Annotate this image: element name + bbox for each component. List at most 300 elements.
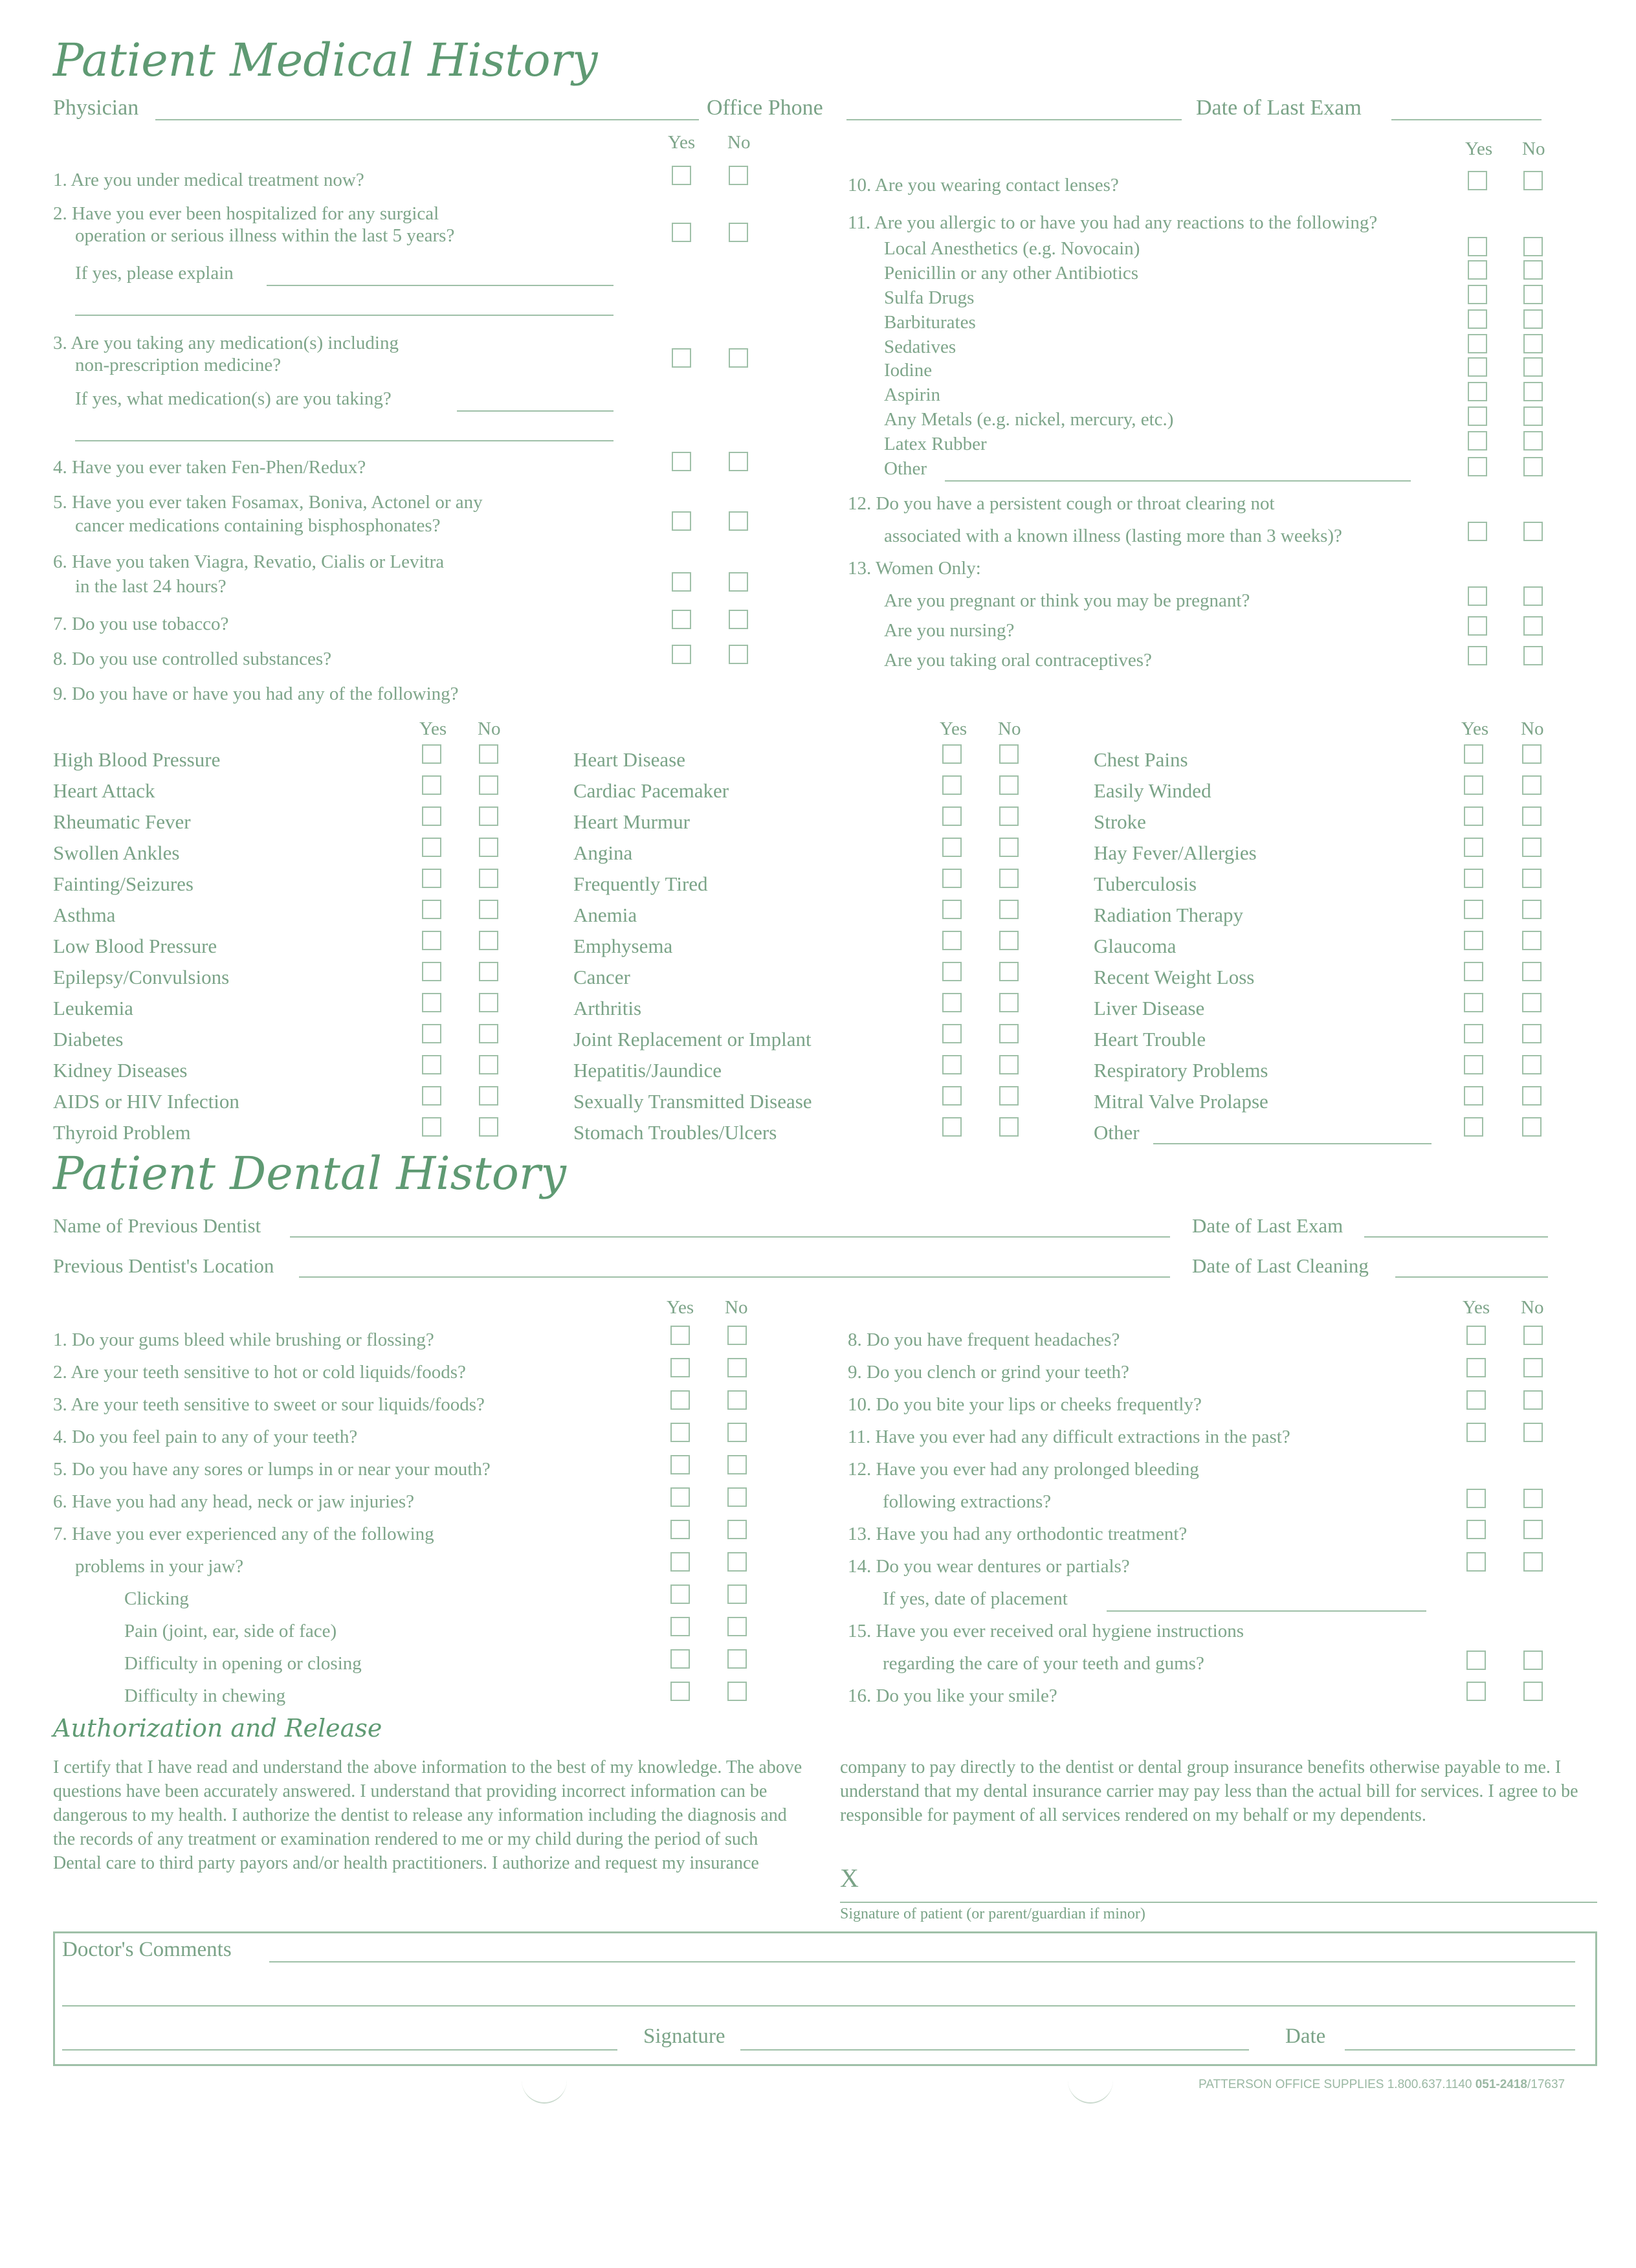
- no-checkbox[interactable]: [1523, 646, 1543, 665]
- yes-checkbox[interactable]: [942, 775, 962, 795]
- prev-location-field[interactable]: [299, 1276, 1170, 1278]
- yes-checkbox[interactable]: [670, 1358, 690, 1377]
- yes-checkbox[interactable]: [1466, 1520, 1486, 1539]
- doctor-date-label: Date: [1285, 2025, 1326, 2048]
- yes-checkbox[interactable]: [672, 610, 691, 629]
- no-checkbox[interactable]: [729, 511, 748, 531]
- yes-checkbox[interactable]: [1468, 586, 1487, 606]
- condition-label: Heart Attack: [53, 779, 155, 802]
- yes-header: Yes: [668, 132, 696, 153]
- yes-checkbox[interactable]: [1464, 869, 1483, 888]
- condition-label: Thyroid Problem: [53, 1121, 191, 1144]
- condition-label: Arthritis: [573, 997, 642, 1019]
- no-checkbox[interactable]: [1523, 260, 1543, 280]
- no-checkbox[interactable]: [999, 869, 1019, 888]
- no-checkbox[interactable]: [729, 645, 748, 664]
- dental-question: 11. Have you ever had any difficult extractions in the past?: [848, 1427, 1290, 1447]
- punch-hole: [1068, 2057, 1113, 2104]
- no-checkbox[interactable]: [479, 775, 498, 795]
- yes-checkbox[interactable]: [672, 511, 691, 531]
- yes-checkbox[interactable]: [672, 223, 691, 242]
- yes-checkbox[interactable]: [422, 806, 441, 826]
- no-checkbox[interactable]: [1523, 237, 1543, 256]
- no-checkbox[interactable]: [1523, 1682, 1543, 1701]
- allergy-item: Aspirin: [884, 384, 940, 405]
- medical-question: 4. Have you ever taken Fen-Phen/Redux?: [53, 457, 366, 478]
- yes-checkbox[interactable]: [1464, 1024, 1483, 1043]
- yes-checkbox[interactable]: [670, 1552, 690, 1572]
- jaw-problem: Difficulty in opening or closing: [124, 1653, 362, 1674]
- authorization-text-left: I certify that I have read and understand the above information to the best of my knowledge. The above questions have been accurately answered. I understand that providing incorrect information can be dangerous to my health. I authorize the dentist to release any information including the diagnosis and the records of any treatment or examination rendered to me or my child during the period of such Dental care to third party payors and/or health practitioners. I authorize and request my insurance: [53, 1757, 802, 1873]
- yes-checkbox[interactable]: [670, 1423, 690, 1442]
- yes-checkbox[interactable]: [942, 869, 962, 888]
- footer-text: [1199, 2078, 1565, 2092]
- yes-checkbox[interactable]: [1468, 382, 1487, 401]
- condition-label: Mitral Valve Prolapse: [1094, 1090, 1268, 1113]
- no-checkbox[interactable]: [727, 1649, 747, 1669]
- doctor-comments-line-2[interactable]: [62, 2005, 1575, 2007]
- condition-other-label: Other: [1094, 1121, 1140, 1144]
- condition-label: Cancer: [573, 966, 630, 988]
- dental-question: 3. Are your teeth sensitive to sweet or sour liquids/foods?: [53, 1394, 485, 1415]
- medical-question: associated with a known illness (lasting more than 3 weeks)?: [884, 526, 1342, 546]
- no-checkbox[interactable]: [1522, 962, 1542, 981]
- medical-question: 10. Are you wearing contact lenses?: [848, 175, 1119, 195]
- yes-checkbox[interactable]: [670, 1584, 690, 1604]
- no-checkbox[interactable]: [999, 1117, 1019, 1137]
- no-checkbox[interactable]: [727, 1487, 747, 1507]
- no-checkbox[interactable]: [729, 572, 748, 592]
- yes-checkbox[interactable]: [670, 1520, 690, 1539]
- yes-checkbox[interactable]: [1464, 806, 1483, 826]
- no-checkbox[interactable]: [1523, 1326, 1543, 1345]
- yes-checkbox[interactable]: [422, 775, 441, 795]
- medical-question: 8. Do you use controlled substances?: [53, 649, 332, 669]
- yes-header: Yes: [1465, 139, 1493, 159]
- yes-checkbox[interactable]: [942, 838, 962, 857]
- condition-label: Joint Replacement or Implant: [573, 1028, 812, 1051]
- no-checkbox[interactable]: [727, 1617, 747, 1636]
- allergy-item: Barbiturates: [884, 312, 976, 333]
- doctor-date-field[interactable]: [1345, 2049, 1575, 2051]
- yes-checkbox[interactable]: [422, 1055, 441, 1074]
- no-checkbox[interactable]: [999, 744, 1019, 764]
- no-checkbox[interactable]: [1523, 357, 1543, 377]
- dental-question: following extractions?: [883, 1491, 1052, 1512]
- condition-label: Fainting/Seizures: [53, 873, 193, 895]
- yes-checkbox[interactable]: [1468, 457, 1487, 476]
- no-checkbox[interactable]: [1523, 522, 1543, 541]
- yes-checkbox[interactable]: [670, 1487, 690, 1507]
- no-checkbox[interactable]: [727, 1390, 747, 1410]
- condition-label: Kidney Diseases: [53, 1059, 188, 1082]
- condition-other-field[interactable]: [1153, 1143, 1432, 1144]
- no-checkbox[interactable]: [999, 775, 1019, 795]
- no-checkbox[interactable]: [1523, 1552, 1543, 1572]
- no-checkbox[interactable]: [479, 1117, 498, 1137]
- condition-label: Stroke: [1094, 810, 1146, 833]
- dental-question: 13. Have you had any orthodontic treatment?: [848, 1524, 1188, 1544]
- office-phone-label: Office Phone: [707, 96, 823, 120]
- yes-checkbox[interactable]: [422, 900, 441, 919]
- no-checkbox[interactable]: [999, 838, 1019, 857]
- condition-label: Liver Disease: [1094, 997, 1205, 1019]
- no-checkbox[interactable]: [729, 223, 748, 242]
- yes-checkbox[interactable]: [1464, 744, 1483, 764]
- no-checkbox[interactable]: [1523, 285, 1543, 304]
- authorization-text-right: company to pay directly to the dentist or dental group insurance benefits otherwise payable to me. I understand that my dental insurance carrier may pay less than the actual bill for services. I agree to be responsible for payment of all services rendered on my behalf or my dependents.: [840, 1757, 1578, 1825]
- dental-last-exam-field[interactable]: [1364, 1236, 1548, 1238]
- condition-label: Heart Trouble: [1094, 1028, 1206, 1051]
- no-checkbox[interactable]: [479, 962, 498, 981]
- yes-checkbox[interactable]: [422, 869, 441, 888]
- dental-question: 9. Do you clench or grind your teeth?: [848, 1362, 1129, 1383]
- yes-checkbox[interactable]: [422, 1086, 441, 1106]
- dental-question: problems in your jaw?: [75, 1556, 244, 1577]
- jaw-problem: Clicking: [124, 1588, 189, 1609]
- no-checkbox[interactable]: [999, 1055, 1019, 1074]
- yes-checkbox[interactable]: [942, 744, 962, 764]
- condition-label: Cardiac Pacemaker: [573, 779, 729, 802]
- no-checkbox[interactable]: [1522, 993, 1542, 1012]
- no-checkbox[interactable]: [1522, 1024, 1542, 1043]
- yes-header: Yes: [667, 1297, 694, 1318]
- condition-label: Leukemia: [53, 997, 133, 1019]
- no-checkbox[interactable]: [1523, 1651, 1543, 1670]
- no-header: No: [1521, 1297, 1544, 1318]
- medication-label: If yes, what medication(s) are you taking?: [75, 388, 392, 409]
- dental-question: 1. Do your gums bleed while brushing or flossing?: [53, 1329, 434, 1350]
- yes-checkbox[interactable]: [670, 1649, 690, 1669]
- condition-label: Respiratory Problems: [1094, 1059, 1268, 1082]
- yes-checkbox[interactable]: [942, 1024, 962, 1043]
- doctor-comments-box: [53, 1931, 1597, 2066]
- yes-checkbox[interactable]: [422, 931, 441, 950]
- yes-checkbox[interactable]: [1464, 931, 1483, 950]
- allergy-item: Sedatives: [884, 337, 956, 357]
- yes-checkbox[interactable]: [942, 1117, 962, 1137]
- yes-checkbox[interactable]: [1466, 1552, 1486, 1572]
- doctor-signature-field[interactable]: [740, 2049, 1249, 2051]
- allergy-item: Local Anesthetics (e.g. Novocain): [884, 238, 1140, 259]
- patient-signature-field[interactable]: [840, 1902, 1597, 1903]
- medical-last-exam-field[interactable]: [1391, 119, 1542, 120]
- dental-question: 10. Do you bite your lips or cheeks frequently?: [848, 1394, 1202, 1415]
- no-checkbox[interactable]: [999, 931, 1019, 950]
- no-checkbox[interactable]: [727, 1423, 747, 1442]
- yes-checkbox[interactable]: [1466, 1651, 1486, 1670]
- yes-checkbox[interactable]: [1468, 616, 1487, 636]
- no-checkbox[interactable]: [479, 838, 498, 857]
- no-checkbox[interactable]: [999, 1086, 1019, 1106]
- no-checkbox[interactable]: [727, 1584, 747, 1604]
- office-phone-field[interactable]: [846, 119, 1182, 120]
- no-checkbox[interactable]: [999, 962, 1019, 981]
- no-checkbox[interactable]: [1523, 1390, 1543, 1410]
- no-checkbox[interactable]: [729, 610, 748, 629]
- footer-code-suffix: /17637: [1527, 2078, 1565, 2091]
- condition-label: Epilepsy/Convulsions: [53, 966, 230, 988]
- yes-checkbox[interactable]: [1466, 1326, 1486, 1345]
- prev-dentist-field[interactable]: [290, 1236, 1170, 1238]
- medical-last-exam-label: Date of Last Exam: [1196, 96, 1362, 120]
- dental-question: 6. Have you had any head, neck or jaw injuries?: [53, 1491, 415, 1512]
- no-checkbox[interactable]: [1523, 616, 1543, 636]
- yes-checkbox[interactable]: [942, 931, 962, 950]
- yes-checkbox[interactable]: [1464, 1055, 1483, 1074]
- allergy-other-label: Other: [884, 458, 927, 479]
- no-header: No: [478, 718, 501, 739]
- allergy-item: Latex Rubber: [884, 434, 987, 454]
- allergy-item: Any Metals (e.g. nickel, mercury, etc.): [884, 409, 1174, 430]
- yes-checkbox[interactable]: [942, 900, 962, 919]
- condition-label: Chest Pains: [1094, 748, 1188, 771]
- yes-checkbox[interactable]: [1464, 1086, 1483, 1106]
- no-checkbox[interactable]: [479, 993, 498, 1012]
- jaw-problem: Pain (joint, ear, side of face): [124, 1621, 337, 1641]
- no-header: No: [1521, 718, 1544, 739]
- yes-checkbox[interactable]: [422, 744, 441, 764]
- no-checkbox[interactable]: [1522, 900, 1542, 919]
- no-checkbox[interactable]: [1522, 775, 1542, 795]
- yes-checkbox[interactable]: [1468, 522, 1487, 541]
- dental-question: regarding the care of your teeth and gums?: [883, 1653, 1204, 1674]
- no-checkbox[interactable]: [1523, 406, 1543, 426]
- dental-question: 2. Are your teeth sensitive to hot or cold liquids/foods?: [53, 1362, 466, 1383]
- explain-field-2[interactable]: [75, 315, 614, 316]
- yes-checkbox[interactable]: [1464, 775, 1483, 795]
- yes-checkbox[interactable]: [1466, 1358, 1486, 1377]
- condition-label: Diabetes: [53, 1028, 124, 1051]
- yes-checkbox[interactable]: [1464, 962, 1483, 981]
- medical-question: 2. Have you ever been hospitalized for any surgical: [53, 203, 439, 224]
- dental-question: 12. Have you ever had any prolonged bleeding: [848, 1459, 1199, 1480]
- medical-question: operation or serious illness within the last 5 years?: [75, 225, 455, 246]
- medical-question: cancer medications containing bisphosphonates?: [75, 515, 441, 536]
- punch-hole: [522, 2057, 567, 2104]
- yes-checkbox[interactable]: [1464, 1117, 1483, 1137]
- dental-question: 4. Do you feel pain to any of your teeth?: [53, 1427, 358, 1447]
- physician-field[interactable]: [155, 119, 699, 120]
- condition-label: Low Blood Pressure: [53, 935, 217, 957]
- no-checkbox[interactable]: [1523, 334, 1543, 353]
- condition-label: Easily Winded: [1094, 779, 1211, 802]
- yes-checkbox[interactable]: [422, 1024, 441, 1043]
- medical-question: Are you pregnant or think you may be pregnant?: [884, 590, 1250, 611]
- dental-question: 8. Do you have frequent headaches?: [848, 1329, 1120, 1350]
- yes-checkbox[interactable]: [1466, 1682, 1486, 1701]
- no-checkbox[interactable]: [1523, 309, 1543, 329]
- authorization-title: Authorization and Release: [53, 1714, 382, 1742]
- yes-checkbox[interactable]: [670, 1617, 690, 1636]
- yes-checkbox[interactable]: [1468, 237, 1487, 256]
- no-checkbox[interactable]: [1522, 869, 1542, 888]
- explain-field[interactable]: [267, 285, 614, 286]
- yes-checkbox[interactable]: [1464, 838, 1483, 857]
- medical-question: 9. Do you have or have you had any of the following?: [53, 684, 459, 704]
- no-checkbox[interactable]: [1523, 171, 1543, 190]
- yes-checkbox[interactable]: [1468, 431, 1487, 450]
- condition-label: Hepatitis/Jaundice: [573, 1059, 722, 1082]
- yes-checkbox[interactable]: [1466, 1489, 1486, 1508]
- no-checkbox[interactable]: [1523, 1520, 1543, 1539]
- yes-checkbox[interactable]: [670, 1326, 690, 1345]
- placement-date-label: If yes, date of placement: [883, 1588, 1068, 1609]
- medical-question: in the last 24 hours?: [75, 576, 227, 597]
- condition-label: Rheumatic Fever: [53, 810, 191, 833]
- allergy-other-field[interactable]: [945, 480, 1411, 482]
- no-checkbox[interactable]: [479, 806, 498, 826]
- yes-checkbox[interactable]: [942, 1086, 962, 1106]
- no-checkbox[interactable]: [727, 1358, 747, 1377]
- yes-header: Yes: [940, 718, 967, 739]
- medication-field[interactable]: [457, 410, 614, 412]
- no-checkbox[interactable]: [727, 1455, 747, 1474]
- no-checkbox[interactable]: [727, 1682, 747, 1701]
- placement-date-field[interactable]: [1107, 1610, 1426, 1612]
- no-checkbox[interactable]: [727, 1552, 747, 1572]
- condition-label: Heart Disease: [573, 748, 685, 771]
- condition-label: Frequently Tired: [573, 873, 708, 895]
- no-checkbox[interactable]: [479, 1024, 498, 1043]
- no-checkbox[interactable]: [727, 1326, 747, 1345]
- allergy-item: Sulfa Drugs: [884, 287, 975, 308]
- doctor-comments-line-1[interactable]: [269, 1961, 1575, 1962]
- condition-label: Sexually Transmitted Disease: [573, 1090, 812, 1113]
- no-checkbox[interactable]: [1523, 1358, 1543, 1377]
- yes-checkbox[interactable]: [1466, 1390, 1486, 1410]
- yes-checkbox[interactable]: [942, 993, 962, 1012]
- yes-checkbox[interactable]: [1468, 285, 1487, 304]
- medical-question: Are you nursing?: [884, 620, 1015, 641]
- no-checkbox[interactable]: [1522, 744, 1542, 764]
- explain-label: If yes, please explain: [75, 263, 234, 284]
- yes-checkbox[interactable]: [422, 993, 441, 1012]
- medical-question: 3. Are you taking any medication(s) including: [53, 333, 399, 353]
- no-checkbox[interactable]: [729, 452, 748, 471]
- yes-checkbox[interactable]: [422, 1117, 441, 1137]
- yes-checkbox[interactable]: [1464, 993, 1483, 1012]
- no-checkbox[interactable]: [479, 744, 498, 764]
- physician-label: Physician: [53, 96, 139, 120]
- no-checkbox[interactable]: [1523, 457, 1543, 476]
- condition-label: Tuberculosis: [1094, 873, 1197, 895]
- medical-question: 5. Have you ever taken Fosamax, Boniva, Actonel or any: [53, 492, 483, 513]
- yes-checkbox[interactable]: [1468, 171, 1487, 190]
- medical-question: 1. Are you under medical treatment now?: [53, 170, 364, 190]
- no-checkbox[interactable]: [1522, 1086, 1542, 1106]
- yes-checkbox[interactable]: [1468, 309, 1487, 329]
- yes-checkbox[interactable]: [672, 645, 691, 664]
- no-checkbox[interactable]: [1522, 838, 1542, 857]
- medical-question: 6. Have you taken Viagra, Revatio, Cialis or Levitra: [53, 551, 445, 572]
- yes-checkbox[interactable]: [1468, 646, 1487, 665]
- no-checkbox[interactable]: [999, 1024, 1019, 1043]
- yes-checkbox[interactable]: [1464, 900, 1483, 919]
- no-checkbox[interactable]: [727, 1520, 747, 1539]
- yes-checkbox[interactable]: [672, 166, 691, 185]
- yes-checkbox[interactable]: [672, 452, 691, 471]
- yes-checkbox[interactable]: [1468, 406, 1487, 426]
- no-checkbox[interactable]: [479, 1086, 498, 1106]
- dental-question: 7. Have you ever experienced any of the following: [53, 1524, 434, 1544]
- condition-label: Stomach Troubles/Ulcers: [573, 1121, 777, 1144]
- medical-question: 13. Women Only:: [848, 558, 981, 579]
- prev-location-label: Previous Dentist's Location: [53, 1254, 274, 1277]
- signature-caption: Signature of patient (or parent/guardian if minor): [840, 1906, 1145, 1922]
- condition-label: Glaucoma: [1094, 935, 1177, 957]
- yes-checkbox[interactable]: [1468, 357, 1487, 377]
- no-checkbox[interactable]: [999, 900, 1019, 919]
- no-checkbox[interactable]: [1522, 931, 1542, 950]
- dental-question: 14. Do you wear dentures or partials?: [848, 1556, 1130, 1577]
- no-checkbox[interactable]: [1522, 1055, 1542, 1074]
- footer-code: 051-2418: [1475, 2078, 1527, 2091]
- yes-checkbox[interactable]: [670, 1455, 690, 1474]
- yes-checkbox[interactable]: [672, 572, 691, 592]
- last-cleaning-field[interactable]: [1395, 1276, 1548, 1278]
- yes-checkbox[interactable]: [942, 806, 962, 826]
- yes-checkbox[interactable]: [1468, 334, 1487, 353]
- condition-label: Emphysema: [573, 935, 673, 957]
- condition-label: Angina: [573, 841, 633, 864]
- yes-header: Yes: [1461, 718, 1489, 739]
- condition-label: Asthma: [53, 904, 116, 926]
- yes-checkbox[interactable]: [1468, 260, 1487, 280]
- no-header: No: [727, 132, 751, 153]
- no-checkbox[interactable]: [1523, 1489, 1543, 1508]
- condition-label: Swollen Ankles: [53, 841, 180, 864]
- no-checkbox[interactable]: [999, 806, 1019, 826]
- no-header: No: [1522, 139, 1545, 159]
- medication-field-2[interactable]: [75, 440, 614, 441]
- condition-label: AIDS or HIV Infection: [53, 1090, 239, 1113]
- condition-label: High Blood Pressure: [53, 748, 221, 771]
- yes-checkbox[interactable]: [670, 1390, 690, 1410]
- no-checkbox[interactable]: [1522, 1117, 1542, 1137]
- yes-checkbox[interactable]: [942, 1055, 962, 1074]
- allergy-item: Penicillin or any other Antibiotics: [884, 263, 1139, 284]
- yes-checkbox[interactable]: [1466, 1423, 1486, 1442]
- yes-checkbox[interactable]: [670, 1682, 690, 1701]
- medical-question: 12. Do you have a persistent cough or throat clearing not: [848, 493, 1275, 514]
- no-checkbox[interactable]: [1523, 382, 1543, 401]
- no-checkbox[interactable]: [479, 900, 498, 919]
- prev-dentist-label: Name of Previous Dentist: [53, 1214, 261, 1237]
- allergy-item: Iodine: [884, 360, 933, 381]
- no-checkbox[interactable]: [729, 166, 748, 185]
- no-checkbox[interactable]: [1522, 806, 1542, 826]
- no-checkbox[interactable]: [729, 348, 748, 368]
- no-checkbox[interactable]: [479, 1055, 498, 1074]
- no-checkbox[interactable]: [999, 993, 1019, 1012]
- dental-question: 15. Have you ever received oral hygiene instructions: [848, 1621, 1244, 1641]
- yes-checkbox[interactable]: [422, 962, 441, 981]
- no-checkbox[interactable]: [1523, 431, 1543, 450]
- no-checkbox[interactable]: [479, 869, 498, 888]
- condition-label: Recent Weight Loss: [1094, 966, 1255, 988]
- no-checkbox[interactable]: [1523, 1423, 1543, 1442]
- yes-checkbox[interactable]: [942, 962, 962, 981]
- yes-checkbox[interactable]: [422, 838, 441, 857]
- no-checkbox[interactable]: [479, 931, 498, 950]
- doctor-signature-label: Signature: [643, 2025, 725, 2048]
- yes-checkbox[interactable]: [672, 348, 691, 368]
- no-checkbox[interactable]: [1523, 586, 1543, 606]
- medical-question: non-prescription medicine?: [75, 355, 282, 375]
- doctor-comments-line-3[interactable]: [62, 2049, 617, 2051]
- yes-header: Yes: [1463, 1297, 1490, 1318]
